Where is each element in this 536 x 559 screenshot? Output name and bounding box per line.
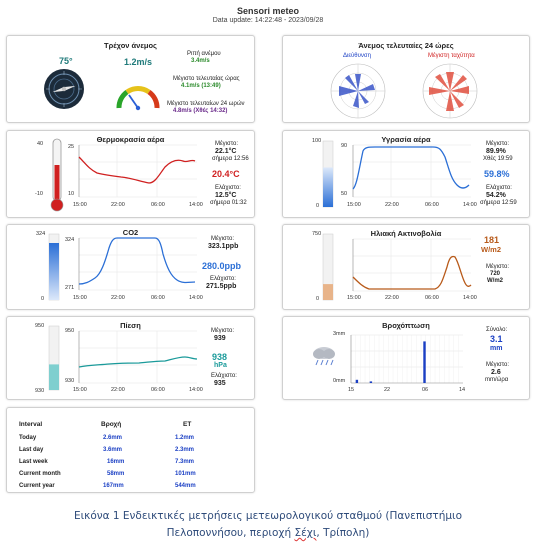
figure-caption [0,508,536,542]
solar-max-unit: W/m2 [487,278,504,284]
rain-max-unit: mm/ώρα [485,377,509,383]
pressure-min-value: 935 [214,380,226,387]
rain-et-summary-table [19,416,196,492]
wind-max-hour-value: 4.1m/s (13:49) [181,83,221,89]
summary-panel [6,407,255,493]
humidity-current-value: 59.8% [484,169,510,179]
rain-panel [282,316,530,400]
row-rain: 167mm [103,483,124,489]
wind-compass-icon [43,68,85,110]
temp-max-value: 22.1°C [215,148,237,155]
rain-max-value: 2.6 [491,369,501,376]
co2-x-tick-0: 15:00 [73,295,87,301]
co2-min-value: 271.5ppb [206,283,237,290]
co2-bar-bottom: 0 [41,296,45,302]
page-title: Sensori meteo [236,6,300,16]
solar-level-bar [323,234,333,300]
temp-x-tick-0: 15:00 [73,202,87,208]
solar-bar-top: 750 [312,231,322,237]
pressure-max-label: Μέγιστο: [211,328,234,334]
row-et: 2.3mm [175,447,195,453]
table-row [19,456,196,468]
pressure-bar-bottom: 930 [35,388,45,394]
humidity-min-label: Ελάχιστο: [486,185,512,191]
wind-max-day-value: 4.8m/s (Χθές 14:32) [173,108,228,114]
pressure-bar-top: 950 [35,323,45,329]
rain-bar [370,381,372,383]
rain-title: Βροχόπτωση [382,321,430,330]
pressure-x-tick-0: 15:00 [73,387,87,393]
pressure-title: Πίεση [120,321,141,330]
rain-total-label: Σύνολο: [486,327,508,333]
solar-bar-bottom: 0 [316,296,320,302]
caption-line-2-start: Πελοποννήσου, περιοχή [166,527,295,539]
row-interval: Current year [19,483,55,489]
co2-current-value: 280.0ppb [202,261,242,271]
temperature-chart [79,145,197,197]
data-update-timestamp: Data update: 14:22:48 - 2023/09/28 [212,17,324,24]
humidity-level-bar [323,141,333,207]
row-interval: Current month [19,471,61,477]
humidity-axis-top: 90 [341,143,348,149]
row-et: 101mm [175,471,196,477]
temp-x-tick-1: 22:00 [111,202,125,208]
humidity-bar-top: 100 [312,138,322,144]
co2-max-label: Μέγιστο: [211,236,234,242]
rain-chart [351,335,463,383]
rain-cloud-icon [311,345,337,367]
row-et: 544mm [175,483,196,489]
humidity-max-time: Χθές 19:59 [483,156,513,162]
solar-current-value: 181 [484,235,500,245]
wind-24h-speed-label: Μέγιστη ταχύτητα [428,53,475,59]
solar-chart [353,239,471,291]
table-row [19,432,196,444]
temp-current-value: 20.4°C [212,169,240,179]
thermometer-icon [49,137,65,213]
row-rain: 58mm [107,471,125,477]
caption-place-name: Σέχι [294,527,317,539]
column-rain: Βροχή [101,420,122,428]
temperature-title: Θερμοκρασία αέρα [96,135,165,144]
wind-speed-gauge-icon [115,78,161,112]
humidity-bar-bottom: 0 [316,203,320,209]
wind-speed-rose [421,62,479,120]
pressure-chart [79,331,197,383]
co2-x-tick-2: 06:00 [151,295,165,301]
row-rain: 2.6mm [103,435,123,441]
temp-axis-top: 25 [68,144,75,150]
current-wind-title: Τρέχον άνεμος [104,41,157,50]
humidity-panel [282,130,530,218]
co2-title: CO2 [122,228,139,237]
pressure-x-tick-3: 14:00 [189,387,203,393]
temp-max-label: Μέγιστο: [215,141,238,147]
row-et: 1.2mm [175,435,195,441]
temp-min-time: σήμερα 01:32 [210,200,247,206]
table-header-row [19,416,196,432]
co2-max-value: 323.1ppb [208,243,239,250]
humidity-chart [353,145,471,197]
rain-y-tick-bottom: 0mm [333,378,346,384]
temp-max-time: σήμερα 12:56 [212,156,249,162]
caption-line-2-end: , Τρίπολη) [316,527,370,539]
solar-panel [282,224,530,310]
wind-speed-value: 1.2m/s [124,57,153,67]
row-interval: Last week [19,459,48,465]
pressure-axis-top: 950 [65,328,75,334]
co2-level-bar [49,234,59,300]
solar-max-value: 720 [490,271,501,277]
solar-x-tick-0: 15:00 [347,295,361,301]
wind-direction-rose [329,62,387,120]
thermometer-bottom-tick: -10 [35,191,43,197]
caption-line-2 [0,525,536,542]
row-interval: Last day [19,447,44,453]
pressure-current-value: 938 [212,352,228,362]
row-rain: 16mm [107,459,125,465]
pressure-panel [6,316,255,400]
temp-x-tick-3: 14:00 [189,202,203,208]
co2-x-tick-1: 22:00 [111,295,125,301]
solar-x-tick-3: 14:00 [463,295,477,301]
table-row [19,468,196,480]
rain-x-tick-3: 14 [459,387,466,393]
row-interval: Today [19,435,37,441]
solar-title: Ηλιακή Ακτινοβολία [370,229,442,238]
pressure-max-value: 939 [214,335,226,342]
humidity-x-tick-3: 14:00 [463,202,477,208]
wind-max-day-label: Μέγιστο τελευταίων 24 ωρών [167,101,245,107]
co2-chart [79,238,197,290]
rain-bar [423,341,425,383]
pressure-axis-bottom: 930 [65,378,75,384]
page-header [0,6,536,24]
column-interval: Interval [19,420,43,428]
row-rain: 3.6mm [103,447,123,453]
wind-direction-value: 75° [59,56,73,66]
rain-x-tick-2: 06 [422,387,429,393]
pressure-x-tick-1: 22:00 [111,387,125,393]
temp-axis-bottom: 10 [68,191,75,197]
wind-max-hour-label: Μέγιστο τελευταίας ώρας [173,76,240,82]
row-et: 7.3mm [175,459,195,465]
co2-panel [6,224,255,310]
temp-x-tick-2: 06:00 [151,202,165,208]
rain-total-unit: mm [490,345,503,352]
thermometer-top-tick: 40 [37,141,44,147]
pressure-level-bar [49,326,59,390]
co2-axis-top: 324 [65,237,75,243]
column-et: ET [183,420,192,428]
pressure-x-tick-2: 06:00 [151,387,165,393]
humidity-min-value: 54.2% [486,192,506,199]
current-wind-panel [6,35,255,123]
humidity-x-tick-0: 15:00 [347,202,361,208]
co2-bar-top: 324 [36,231,46,237]
solar-max-label: Μέγιστο: [486,264,509,270]
temp-min-value: 12.5°C [215,192,237,199]
rain-x-tick-0: 15 [348,387,355,393]
temperature-panel [6,130,255,218]
temp-min-label: Ελάχιστο: [215,185,241,191]
rain-max-label: Μέγιστο: [486,362,509,368]
wind-24h-title: Άνεμος τελευταίες 24 ώρες [358,41,454,50]
wind-24h-panel [282,35,530,123]
humidity-x-tick-2: 06:00 [425,202,439,208]
rain-bar [356,380,358,383]
rain-y-tick-top: 3mm [333,331,346,337]
caption-line-1: Εικόνα 1 Ενδεικτικές μετρήσεις μετεωρολογικού σταθμού (Πανεπιστήμιο [73,510,463,522]
wind-gust-value: 3.4m/s [191,58,210,64]
humidity-max-label: Μέγιστο: [486,141,509,147]
co2-axis-bottom: 271 [65,285,75,291]
solar-current-unit: W/m2 [481,245,502,254]
pressure-min-label: Ελάχιστο: [211,373,237,379]
humidity-max-value: 89.9% [486,148,506,155]
wind-gust-label: Ριπή ανέμου [187,51,221,57]
wind-24h-direction-label: Διεύθυνση [343,53,371,59]
pressure-current-unit: hPa [214,362,227,369]
solar-x-tick-1: 22:00 [385,295,399,301]
humidity-axis-bottom: 50 [341,191,348,197]
rain-x-tick-1: 22 [384,387,391,393]
humidity-title: Υγρασία αέρα [381,135,431,144]
co2-min-label: Ελάχιστο: [210,276,236,282]
humidity-x-tick-1: 22:00 [385,202,399,208]
table-row [19,480,196,492]
humidity-min-time: σήμερα 12:59 [480,200,517,206]
rain-total-value: 3.1 [490,334,503,344]
solar-x-tick-2: 06:00 [425,295,439,301]
table-row [19,444,196,456]
co2-x-tick-3: 14:00 [189,295,203,301]
